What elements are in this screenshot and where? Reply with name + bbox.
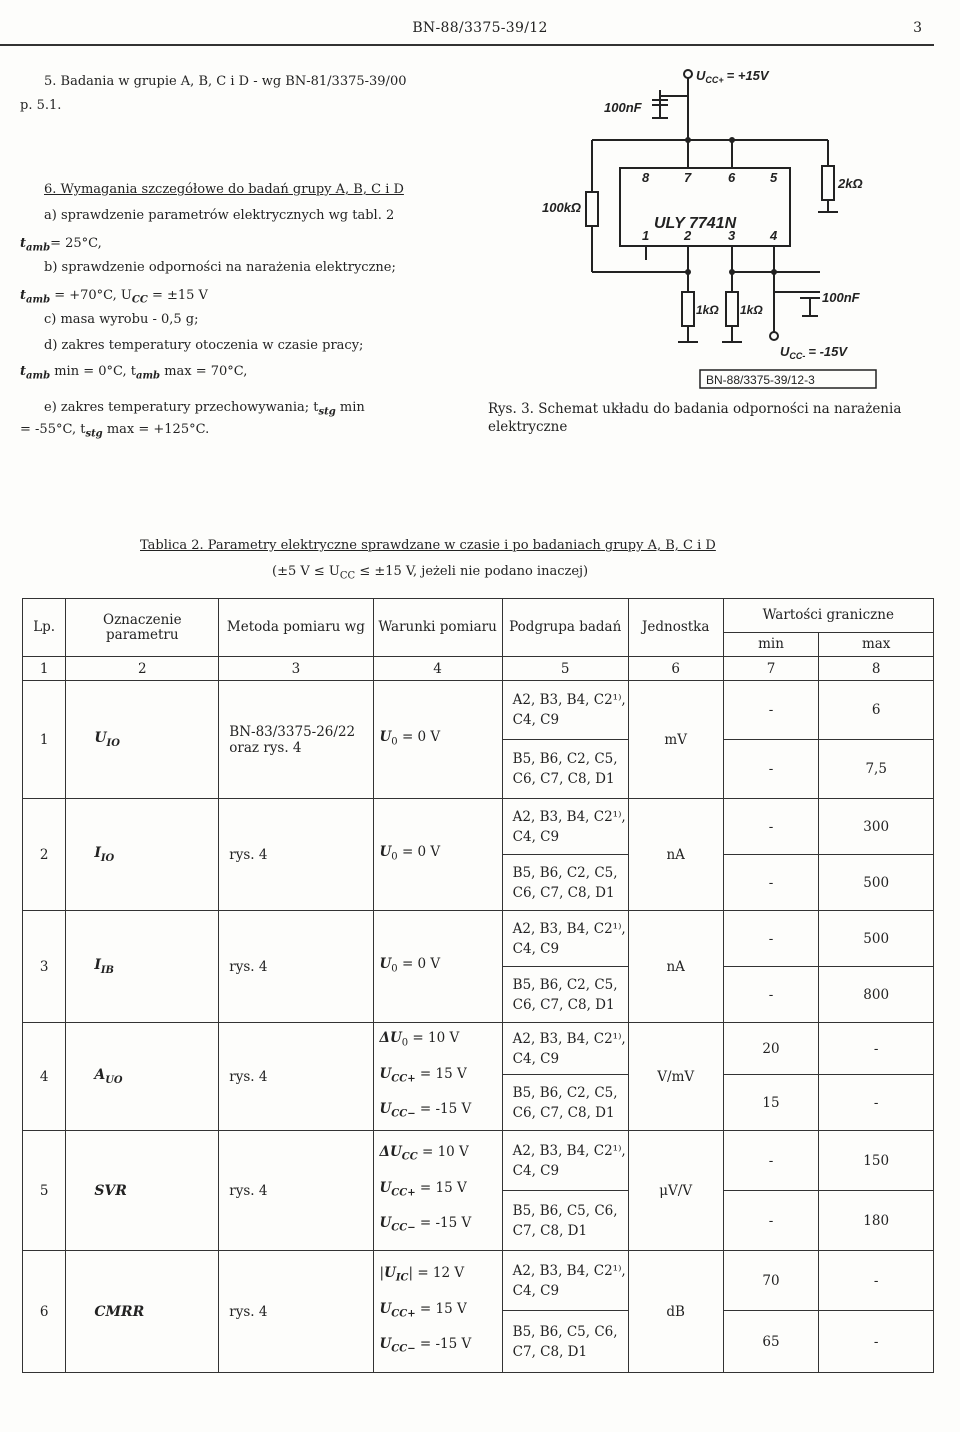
table-row [23,1131,934,1191]
row3-max-a: 500 [819,911,934,967]
header-max: max [819,633,934,657]
row4-subgroup-a: A2, B3, B4, C2¹⁾, C4, C9 [502,1023,628,1075]
col-num-4: 4 [373,657,502,681]
col-num-2: 2 [66,657,219,681]
label-chip: ULY 7741N [654,215,737,232]
row2-subgroup-b: B5, B6, C2, C5, C6, C7, C8, D1 [502,855,628,911]
cond-d-text: min = 0°C, t [54,364,136,379]
row3-subgroup-a: A2, B3, B4, C2¹⁾, C4, C9 [502,911,628,967]
row2-lp: 2 [23,799,66,911]
row2-min-a: - [723,799,819,855]
row4-symbol: $A_{UO}$ [66,1023,219,1131]
col-num-5: 5 [502,657,628,681]
requirement-e-condition: = -55°C, $t_{stg}$ max = +125°C. [20,422,210,440]
row3-symbol: $I_{IB}$ [66,911,219,1023]
pin-3: 3 [728,228,736,243]
subtitle-part1: (±5 V ≤ U [272,564,340,579]
row1-unit: mV [628,681,723,799]
row1-min-b: - [723,740,819,799]
header-divider [0,44,934,46]
section-5-text: 5. Badania w grupie A, B, C i D - wg BN-81/3375-39/00 [44,74,407,89]
row6-conditions: $|U_{IC}| = 12$ V $U_{CC+} = 15$ V $U_{CC-} = -15$ V [373,1251,502,1373]
pin-7: 7 [684,170,692,185]
requirement-d-condition: $t_{amb}$ min = 0°C, $t_{amb}$ max = 70°C, [20,364,248,382]
row5-method: rys. 4 [219,1131,373,1251]
col-num-8: 8 [819,657,934,681]
row5-unit: μV/V [628,1131,723,1251]
row1-min-a: - [723,681,819,740]
row2-unit: nA [628,799,723,911]
row6-min-a: 70 [723,1251,819,1311]
resistor-1k-b [726,292,738,326]
circuit-schematic [530,60,880,390]
parameters-table [22,598,934,1373]
requirement-d: d) zakres temperatury otoczenia w czasie pracy; [44,338,364,353]
row5-max-a: 150 [819,1131,934,1191]
row1-max-a: 6 [819,681,934,740]
page-number: 3 [913,20,922,36]
row2-conditions: $U_0 = 0$ V [373,799,502,911]
section-5-heading [44,74,406,89]
row4-min-a: 20 [723,1023,819,1075]
row6-method: rys. 4 [219,1251,373,1373]
row4-conditions: $\Delta U_0 = 10$ V $U_{CC+} = 15$ V $U_{CC-} = -15$ V [373,1023,502,1131]
table-row [23,1023,934,1075]
requirement-b: b) sprawdzenie odporności na narażenia elektryczne; [44,260,396,275]
cond-d-text2: max = 70°C, [164,364,248,379]
row2-method: rys. 4 [219,799,373,911]
row4-unit: V/mV [628,1023,723,1131]
row1-method: BN-83/3375-26/22 oraz rys. 4 [219,681,373,799]
resistor-2k [822,166,834,200]
pin-6: 6 [728,170,736,185]
header-limits: Wartości graniczne [723,599,933,633]
row1-symbol: $U_{IO}$ [66,681,219,799]
col-num-7: 7 [723,657,819,681]
row6-max-a: - [819,1251,934,1311]
row5-max-b: 180 [819,1191,934,1251]
row3-lp: 3 [23,911,66,1023]
figure-caption: Rys. 3. Schemat układu do badania odporności na narażenia elektryczne [488,401,902,435]
label-vcc-neg: $U_{CC-} = -15V$ [780,344,848,361]
row6-unit: dB [628,1251,723,1373]
requirement-a: a) sprawdzenie parametrów elektrycznych wg tabl. 2 [44,208,395,223]
pin-1: 1 [642,228,650,243]
row5-min-b: - [723,1191,819,1251]
section-6-title: 6. Wymagania szczegółowe do badań grupy A, B, C i D [44,182,404,197]
row6-lp: 6 [23,1251,66,1373]
requirement-e: e) zakres temperatury przechowywania; $t_{stg}$ min [44,400,365,418]
row2-max-a: 300 [819,799,934,855]
label-r-1k-b: 1kΩ [740,303,763,317]
table-row [23,911,934,967]
pin-4: 4 [770,228,778,243]
header-min: min [723,633,819,657]
col-num-1: 1 [23,657,66,681]
row1-max-b: 7,5 [819,740,934,799]
row3-min-b: - [723,967,819,1023]
cond-b-text: = +70°C, U [54,288,132,303]
header-subgroup: Podgrupa badań [502,599,628,657]
subtitle-part2: ≤ ±15 V, jeżeli nie podano inaczej) [359,564,589,579]
requirement-a-condition: $t_{amb}= 25^\circ C$, [20,236,102,254]
resistor-1k-a [682,292,694,326]
label-vcc-pos: $U_{CC+} = +15V$ [696,68,769,85]
row1-conditions: $U_0 = 0$ V [373,681,502,799]
row6-symbol: CMRR [66,1251,219,1373]
row3-min-a: - [723,911,819,967]
header-lp: Lp. [23,599,66,657]
row3-max-b: 800 [819,967,934,1023]
header-method: Metoda pomiaru wg [219,599,373,657]
row2-symbol: $I_{IO}$ [66,799,219,911]
document-code: BN-88/3375-39/12 [412,20,548,36]
label-cap-bottom: 100nF [822,290,860,305]
header-unit: Jednostka [628,599,723,657]
row6-subgroup-a: A2, B3, B4, C2¹⁾, C4, C9 [502,1251,628,1311]
label-r-2k: 2kΩ [838,176,863,191]
pin-8: 8 [642,170,650,185]
row4-max-b: - [819,1075,934,1131]
table-title: Tablica 2. Parametry elektryczne sprawdzane w czasie i po badaniach grupy A, B, C i D [140,538,716,553]
pin-5: 5 [770,170,778,185]
requirement-b-condition: $t_{amb} = +70^\circ C$, $U_{CC} = \pm 15$ V [20,288,208,306]
row3-subgroup-b: B5, B6, C2, C5, C6, C7, C8, D1 [502,967,628,1023]
cond-e-text2: max = +125°C. [106,422,210,437]
req-e-text: e) zakres temperatury przechowywania; t [44,400,319,415]
row5-min-a: - [723,1131,819,1191]
row6-max-b: - [819,1311,934,1373]
section-5-ref: p. 5.1. [20,98,62,113]
label-cap-top: 100nF [604,100,642,115]
row1-subgroup-b: B5, B6, C2, C5, C6, C7, C8, D1 [502,740,628,799]
row6-min-b: 65 [723,1311,819,1373]
row4-subgroup-b: B5, B6, C2, C5, C6, C7, C8, D1 [502,1075,628,1131]
row1-subgroup-a: A2, B3, B4, C2¹⁾, C4, C9 [502,681,628,740]
label-r-100k: 100kΩ [542,200,582,215]
row4-method: rys. 4 [219,1023,373,1131]
cond-a-text: = 25°C, [50,236,102,251]
header-conditions: Warunki pomiaru [373,599,502,657]
subtitle-sub: CC [339,570,356,582]
row2-subgroup-a: A2, B3, B4, C2¹⁾, C4, C9 [502,799,628,855]
table-row [23,681,934,740]
requirement-c: c) masa wyrobu - 0,5 g; [44,312,199,327]
row6-subgroup-b: B5, B6, C5, C6, C7, C8, D1 [502,1311,628,1373]
header-param: Oznaczenie parametru [66,599,219,657]
cond-b-text2: = ±15 V [151,288,208,303]
table-row [23,799,934,855]
table-subtitle [272,564,588,582]
vcc-pos-terminal [684,70,692,78]
row4-min-b: 15 [723,1075,819,1131]
col-num-6: 6 [628,657,723,681]
pin-2: 2 [684,228,692,243]
row1-lp: 1 [23,681,66,799]
col-num-3: 3 [219,657,373,681]
table-row [23,1251,934,1311]
row3-method: rys. 4 [219,911,373,1023]
row5-subgroup-a: A2, B3, B4, C2¹⁾, C4, C9 [502,1131,628,1191]
row3-unit: nA [628,911,723,1023]
row4-max-a: - [819,1023,934,1075]
cond-e-text: = -55°C, t [20,422,86,437]
label-r-1k-a: 1kΩ [696,303,719,317]
row5-subgroup-b: B5, B6, C5, C6, C7, C8, D1 [502,1191,628,1251]
row3-conditions: $U_0 = 0$ V [373,911,502,1023]
row5-symbol: SVR [66,1131,219,1251]
row5-lp: 5 [23,1131,66,1251]
row2-min-b: - [723,855,819,911]
resistor-100k [586,192,598,226]
row2-max-b: 500 [819,855,934,911]
row5-conditions: $\Delta U_{CC} = 10$ V $U_{CC+} = 15$ V $U_{CC-} = -15$ V [373,1131,502,1251]
row4-lp: 4 [23,1023,66,1131]
label-doc-code: BN-88/3375-39/12-3 [706,373,815,387]
vcc-neg-terminal [770,332,778,340]
